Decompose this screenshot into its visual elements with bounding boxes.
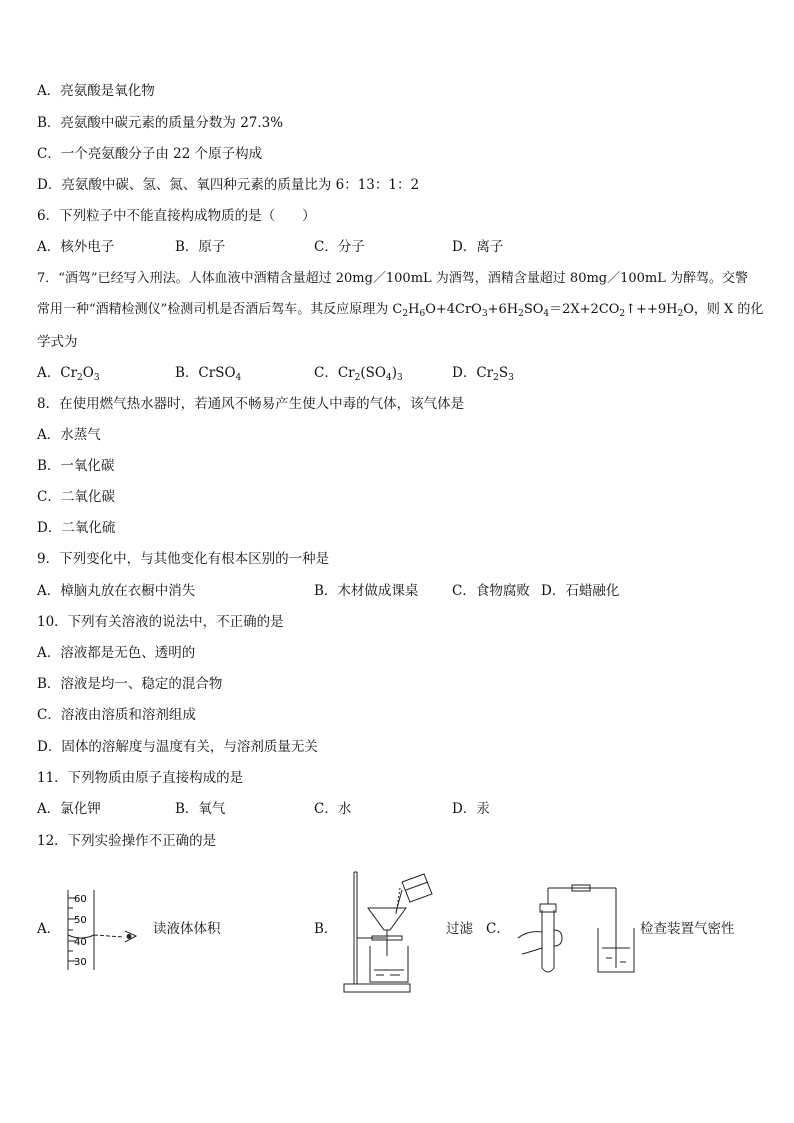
- q7-stem-line2: 常用一种“酒精检测仪”检测司机是否酒后驾车。其反应原理为 $C_2H_6O+4CrO_3+6H_2SO_4=2X+2CO_2↑++9H_2O$，则 X 的化: [37, 302, 764, 319]
- q12-figure-b-label: B．: [314, 921, 338, 937]
- q11-stem: 11．下列物质由原子直接构成的是: [37, 770, 244, 786]
- scale-label-50: 50: [74, 915, 87, 926]
- q6-option-b: B．原子: [175, 239, 226, 255]
- scale-label-40: 40: [74, 937, 87, 948]
- q9-option-a: A．樟脑丸放在衣橱中消失: [37, 583, 196, 599]
- q8-option-a: A．水蒸气: [37, 427, 101, 443]
- q10-option-c: C．溶液由溶质和溶剂组成: [37, 707, 196, 723]
- q5-option-d: D．亮氨酸中碳、氢、氮、氧四种元素的质量比为 6：13：1：2: [37, 177, 420, 193]
- scale-label-60: 60: [74, 894, 87, 905]
- q12-figure-a-label: A．: [37, 921, 61, 937]
- q8-option-d: D．二氧化硫: [37, 520, 116, 536]
- q6-option-d: D．离子: [452, 239, 504, 255]
- q8-stem: 8．在使用燃气热水器时，若通风不畅易产生使人中毒的气体，该气体是: [37, 396, 465, 412]
- q9-option-c: C．食物腐败: [452, 583, 530, 599]
- q12-figure-c-caption: 检查装置气密性: [640, 921, 735, 937]
- scale-label-30: 30: [74, 957, 87, 968]
- q10-option-b: B．溶液是均一、稳定的混合物: [37, 676, 223, 692]
- q11-option-c: C．水: [314, 801, 352, 817]
- q6-stem: 6．下列粒子中不能直接构成物质的是（ ）: [37, 208, 316, 224]
- q12-figure-b-caption: 过滤: [446, 921, 473, 937]
- q6-option-a: A．核外电子: [37, 239, 115, 255]
- q6-option-c: C．分子: [314, 239, 365, 255]
- q7-option-a: A．$Cr_2O_3$: [37, 365, 100, 383]
- q8-option-c: C．二氧化碳: [37, 489, 115, 505]
- q7-option-b: B．CrSO$_4$: [175, 365, 242, 383]
- graduated-cylinder-figure: [62, 888, 152, 973]
- q12-stem: 12．下列实验操作不正确的是: [37, 833, 217, 849]
- filtration-apparatus-figure: [340, 866, 440, 996]
- airtightness-check-figure: [514, 880, 640, 980]
- q10-stem: 10．下列有关溶液的说法中，不正确的是: [37, 614, 284, 630]
- q10-option-d: D．固体的溶解度与温度有关，与溶剂质量无关: [37, 739, 318, 755]
- q7-stem-line1: 7．“酒驾”已经写入刑法。人体血液中酒精含量超过 20mg／100mL 为酒驾，酒精含量超过 80mg／100mL 为醉驾。交警: [37, 271, 749, 286]
- q5-option-a: A．亮氨酸是氧化物: [37, 83, 155, 99]
- q12-figure-c-label: C．: [486, 921, 510, 937]
- q9-option-d: D．石蜡融化: [541, 583, 620, 599]
- q11-option-b: B．氧气: [175, 801, 226, 817]
- q8-option-b: B．一氧化碳: [37, 458, 115, 474]
- q7-option-c: C．$Cr_2(SO_4)_3$: [314, 365, 403, 383]
- q9-stem: 9．下列变化中，与其他变化有根本区别的一种是: [37, 551, 330, 567]
- q5-option-c: C．一个亮氨酸分子由 22 个原子构成: [37, 146, 263, 162]
- q7-stem-line3: 学式为: [37, 334, 78, 350]
- q11-option-a: A．氯化钾: [37, 801, 101, 817]
- q10-option-a: A．溶液都是无色、透明的: [37, 645, 196, 661]
- q5-option-b: B．亮氨酸中碳元素的质量分数为 27.3%: [37, 115, 284, 131]
- q11-option-d: D．汞: [452, 801, 490, 817]
- q12-figure-a-caption: 读液体体积: [153, 921, 221, 937]
- q7-option-d: D．$Cr_2S_3$: [452, 365, 514, 383]
- q9-option-b: B．木材做成课桌: [314, 583, 419, 599]
